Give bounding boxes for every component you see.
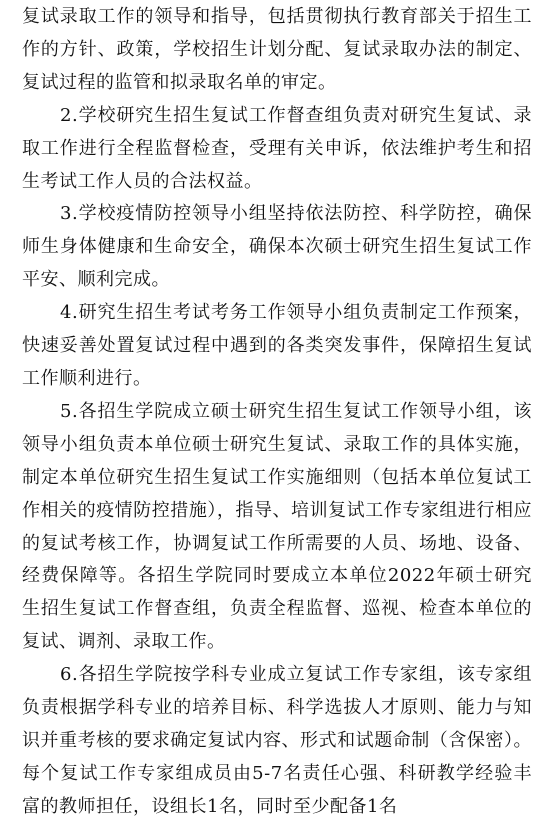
paragraph-item-6: 6.各招生学院按学科专业成立复试工作专家组，该专家组负责根据学科专业的培养目标、科学选拔人才原则、能力与知识并重考核的要求确定复试内容、形式和试题命制（含保密）。每个复试工作专家组成员由5-7名责任心强、科研教学经验丰富的教师担任，设组长1名，同时至少配备1名 xyxy=(22,664,532,817)
paragraph-item-2: 2.学校研究生招生复试工作督查组负责对研究生复试、录取工作进行全程监督检查，受理有关申诉，依法维护考生和招生考试工作人员的合法权益。 xyxy=(22,104,532,192)
paragraph-continued: 复试录取工作的领导和指导，包括贯彻执行教育部关于招生工作的方针、政策，学校招生计划分配、复试录取办法的制定、复试过程的监管和拟录取名单的审定。 xyxy=(22,6,532,93)
paragraph-item-5: 5.各招生学院成立硕士研究生招生复试工作领导小组，该领导小组负责本单位硕士研究生复试、录取工作的具体实施，制定本单位研究生招生复试工作实施细则（包括本单位复试工作相关的疫情防控措施），指导、培训复试工作专家组进行相应的复试考核工作，协调复试工作所需要的人员、场地、设备、经费保障等。各招生学院同时要成立本单位2022年硕士研究生招生复试工作督查组，负责全程监督、巡视、检查本单位的复试、调剂、录取工作。 xyxy=(22,400,532,653)
paragraph-item-3: 3.学校疫情防控领导小组坚持依法防控、科学防控，确保师生身体健康和生命安全，确保本次硕士研究生招生复试工作平安、顺利完成。 xyxy=(22,203,532,291)
paragraph-item-4: 4.研究生招生考试考务工作领导小组负责制定工作预案，快速妥善处置复试过程中遇到的各类突发事件，保障招生复试工作顺利进行。 xyxy=(22,302,532,389)
